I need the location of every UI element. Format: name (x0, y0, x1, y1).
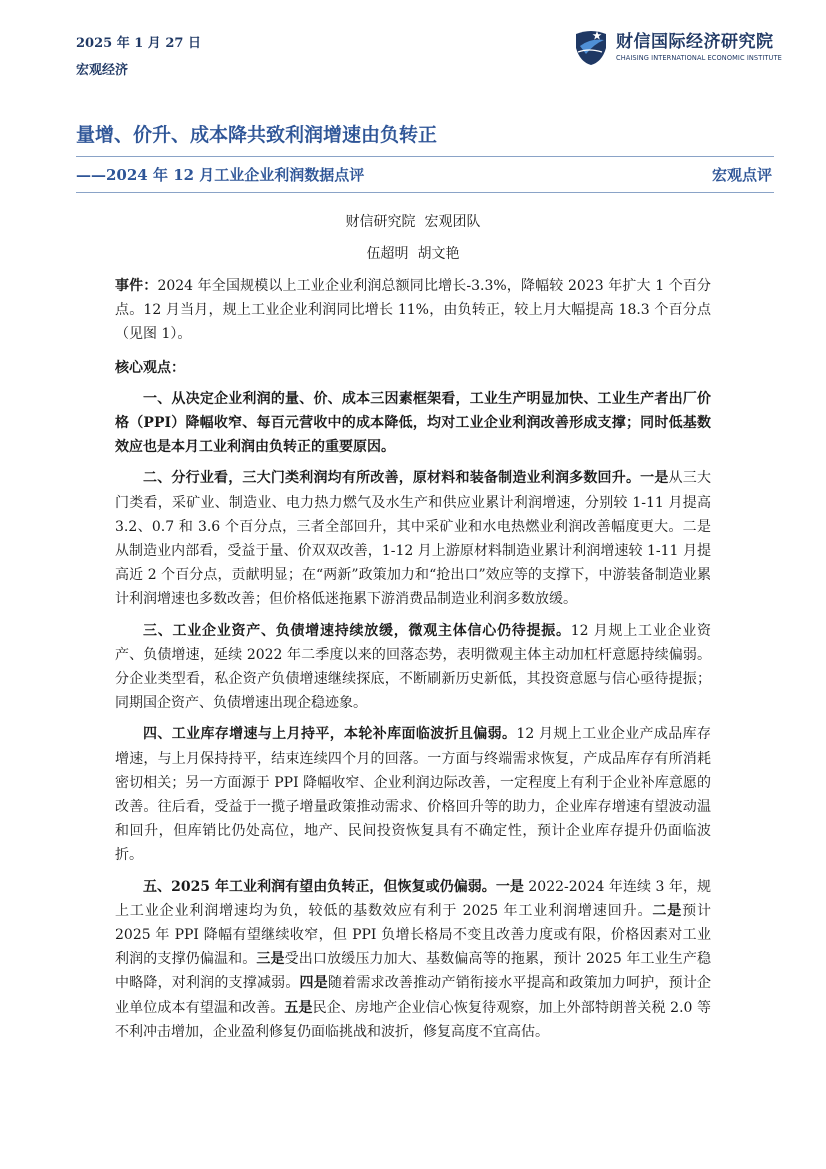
event-text: 2024 年全国规模以上工业企业利润总额同比增长-3.3%，降幅较 2023 年扩大 1 个百分点。12 月当月，规上工业企业利润同比增长 11%，由负转正，较上月大幅提高 18.3 个百分点（见图 1）。 (115, 278, 712, 343)
point-5-item-5-text: 民企、房地产企业信心恢复待观察，加上外部特朗普关税 2.0 等不利冲击增加，企业盈利修复仍面临挑战和波折，修复高度不宜高估。 (115, 999, 712, 1040)
event-label: 事件： (115, 278, 158, 294)
authors-line: 伍超明 胡文艳 (366, 246, 460, 262)
point-4-heading: 四、工业库存增速与上月持平，本轮补库面临波折且偏弱。 (143, 726, 517, 743)
brand-logo (572, 28, 782, 66)
point-5-item-3-label: 三是 (256, 951, 285, 968)
report-date: 2025 年 1 月 27 日 (76, 36, 201, 51)
point-2-heading: 二、分行业看，三大门类利润均有所改善，原材料和装备制造业利润多数回升。一是 (143, 470, 669, 487)
point-3-text: 12 月规上工业企业资产、负债增速，延续 2022 年二季度以来的回落态势，表明微观主体主动加杠杆意愿持续偏弱。分企业类型看，私企资产负债增速继续探底，不断刷新历史新低，其投资意愿与信心亟待提振；同期国企资产、负债增速出现企稳迹象。 (115, 622, 712, 712)
title-divider (76, 156, 774, 157)
point-5-item-2-text: 预计 2025 年 PPI 降幅有望继续收窄，但 PPI 负增长格局不变且改善力度或有限，价格因素对工业利润的支撑仍偏温和。 (115, 902, 712, 968)
logo-name-en: CHAISING INTERNATIONAL ECONOMIC INSTITUTE (616, 54, 782, 62)
point-4-text: 12 月规上工业企业产成品库存增速，与上月保持持平，结束连续四个月的回落。一方面与终端需求恢复，产成品库存有所消耗密切相关；另一方面源于 PPI 降幅收窄、企业利润边际改善，一定程度上有利于企业补库意愿的改善。往后看，受益于一揽子增量政策推动需求、价格回升等的助力，企业库存增速有望波动温和回升，但库销比仍处高位，地产、民间投资恢复具有不确定性，预计企业库存提升仍面临波折。 (115, 726, 712, 864)
point-5-item-2-label: 二是 (652, 902, 683, 919)
logo-name-cn: 财信国际经济研究院 (616, 32, 774, 52)
point-2 (115, 466, 711, 611)
point-2-text: 从三大门类看，采矿业、制造业、电力热力燃气及水生产和供应业累计利润增速，分别较 1-11 月提高 3.2、0.7 和 3.6 个百分点，三者全部回升，其中采矿业和水电热燃业利润改善幅度更大。二是从制造业内部看，受益于量、价双双改善，1-12 月上游原材料制造业累计利润增速较 1-11 月提高近 2 个百分点，贡献明显；在“两新”政策加力和“抢出口”效应等的支撑下，中游装备制造业累计利润增速也多数改善；但价格低迷拖累下游消费品制造业利润多数放缓。 (115, 470, 712, 608)
point-5-item-4-text: 随着需求改善推动产销衔接水平提高和政策加力呵护，预计企业单位成本有望温和改善。 (115, 975, 712, 1016)
logo-mark-icon (572, 28, 610, 66)
institute-line: 财信研究院 宏观团队 (345, 214, 481, 230)
point-3 (115, 619, 711, 716)
point-5-item-4-label: 四是 (299, 975, 328, 992)
core-views-heading: 核心观点： (115, 359, 185, 376)
report-type-tag: 宏观点评 (711, 166, 772, 184)
point-1-heading: 一、从决定企业利润的量、价、成本三因素框架看，工业生产明显加快、工业生产者出厂价格（PPI）降幅收窄、每百元营收中的成本降低，均对工业企业利润改善形成支撑；同时低基数效应也是本月工业利润由负转正的重要原因。 (115, 390, 711, 456)
report-title: 量增、价升、成本降共致利润增速由负转正 (76, 124, 438, 146)
point-4 (115, 722, 711, 867)
report-body (115, 274, 711, 1044)
report-subtitle: ——2024 年 12 月工业企业利润数据点评 (76, 166, 365, 184)
point-1 (115, 387, 711, 460)
point-3-heading: 三、工业企业资产、负债增速持续放缓，微观主体信心仍待提振。 (143, 622, 571, 639)
point-5-heading: 五、2025 年工业利润有望由负转正，但恢复或仍偏弱。一是 (143, 878, 524, 895)
event-paragraph (115, 274, 711, 347)
point-5 (115, 875, 711, 1044)
report-category: 宏观经济 (76, 63, 129, 78)
subtitle-divider (76, 192, 774, 193)
point-5-item-5-label: 五是 (284, 999, 313, 1016)
point-5-item-3-text: 受出口放缓压力加大、基数偏高等的拖累，预计 2025 年工业生产稳中略降，对利润的支撑减弱。 (115, 951, 712, 992)
point-5-text: 2022-2024 年连续 3 年，规上工业企业利润增速均为负，较低的基数效应有利于 2025 年工业利润增速回升。 (115, 878, 711, 919)
